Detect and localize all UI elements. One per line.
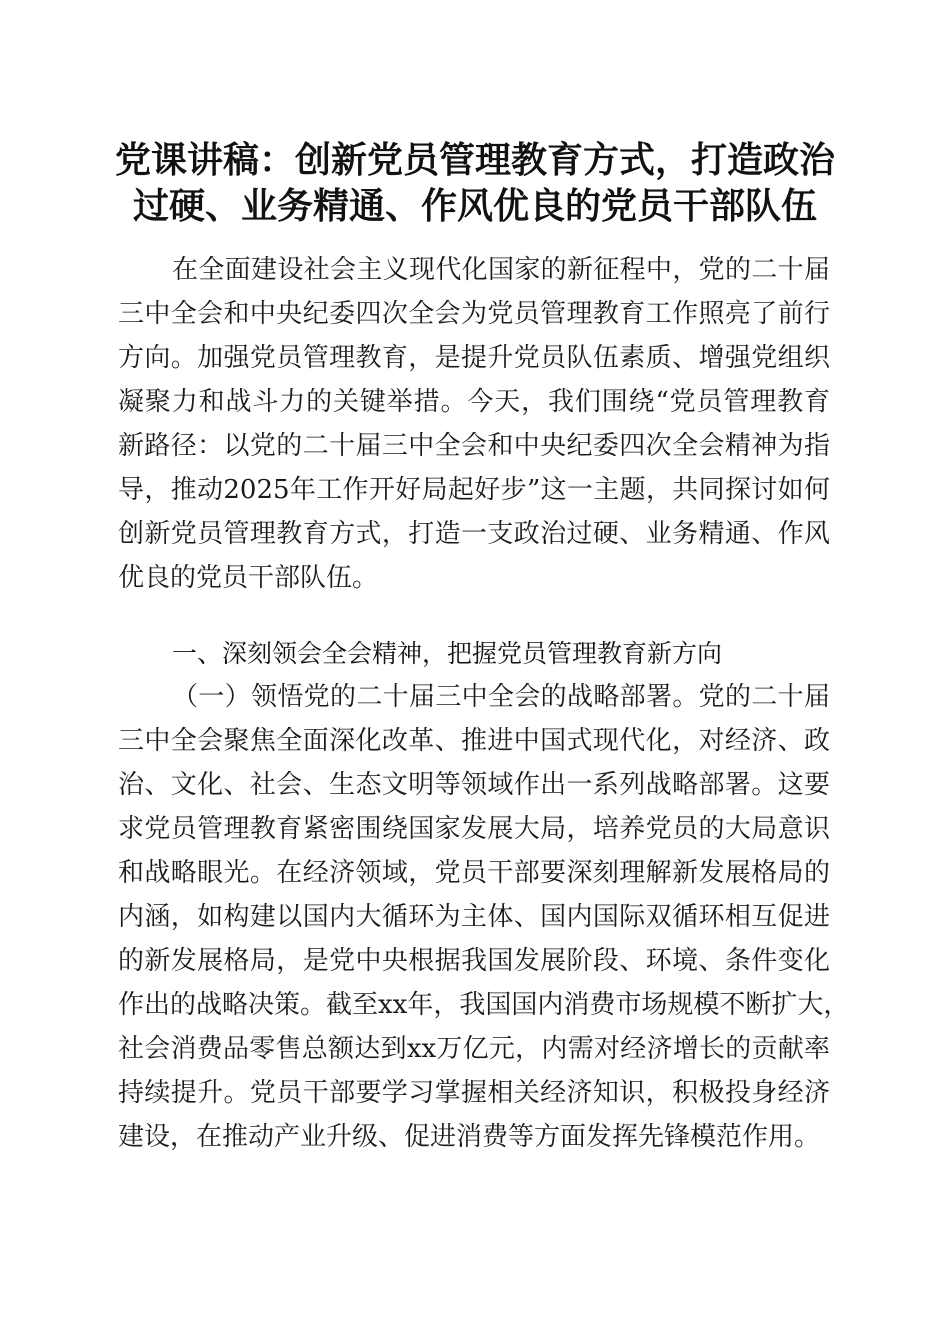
section-heading: 一、深刻领会全会精神，把握党员管理教育新方向: [172, 639, 723, 668]
paragraph-line: 在全面建设社会主义现代化国家的新征程中，党的二十届: [172, 255, 830, 285]
paragraph-line: 方向。加强党员管理教育，是提升党员队伍素质、增强党组织: [118, 343, 830, 373]
paragraph-line: 求党员管理教育紧密围绕国家发展大局，培养党员的大局意识: [118, 814, 830, 844]
paragraph-line: 治、文化、社会、生态文明等领域作出一系列战略部署。这要: [118, 770, 830, 800]
paragraph-line: 三中全会聚焦全面深化改革、推进中国式现代化，对经济、政: [118, 726, 830, 756]
paragraph-line: 和战略眼光。在经济领域，党员干部要深刻理解新发展格局的: [118, 858, 830, 888]
paragraph-line: 的新发展格局，是党中央根据我国发展阶段、环境、条件变化: [118, 946, 830, 976]
paragraph-line: 内涵，如构建以国内大循环为主体、国内国际双循环相互促进: [118, 902, 830, 932]
paragraph-line: 持续提升。党员干部要学习掌握相关经济知识，积极投身经济: [118, 1078, 830, 1108]
document-title-line-1: 党课讲稿：创新党员管理教育方式，打造政治: [114, 140, 835, 181]
paragraph-line: 凝聚力和战斗力的关键举措。今天，我们围绕“党员管理教育: [118, 387, 830, 417]
paragraph-line: 新路径：以党的二十届三中全会和中央纪委四次全会精神为指: [118, 431, 830, 461]
paragraph-line: 创新党员管理教育方式，打造一支政治过硬、业务精通、作风: [118, 519, 830, 549]
paragraph-line: （一）领悟党的二十届三中全会的战略部署。党的二十届: [172, 682, 830, 712]
paragraph-line: 优良的党员干部队伍。: [118, 563, 379, 593]
paragraph-line: 建设，在推动产业升级、促进消费等方面发挥先锋模范作用。: [118, 1122, 821, 1152]
paragraph-line: 导，推动2025年工作开好局起好步”这一主题，共同探讨如何: [118, 475, 830, 505]
document-title-line-2: 过硬、业务精通、作风优良的党员干部队伍: [132, 186, 817, 227]
paragraph-line: 社会消费品零售总额达到xx万亿元，内需对经济增长的贡献率: [118, 1034, 830, 1064]
paragraph-line: 三中全会和中央纪委四次全会为党员管理教育工作照亮了前行: [118, 299, 830, 329]
paragraph-line: 作出的战略决策。截至xx年，我国国内消费市场规模不断扩大，: [118, 990, 850, 1020]
